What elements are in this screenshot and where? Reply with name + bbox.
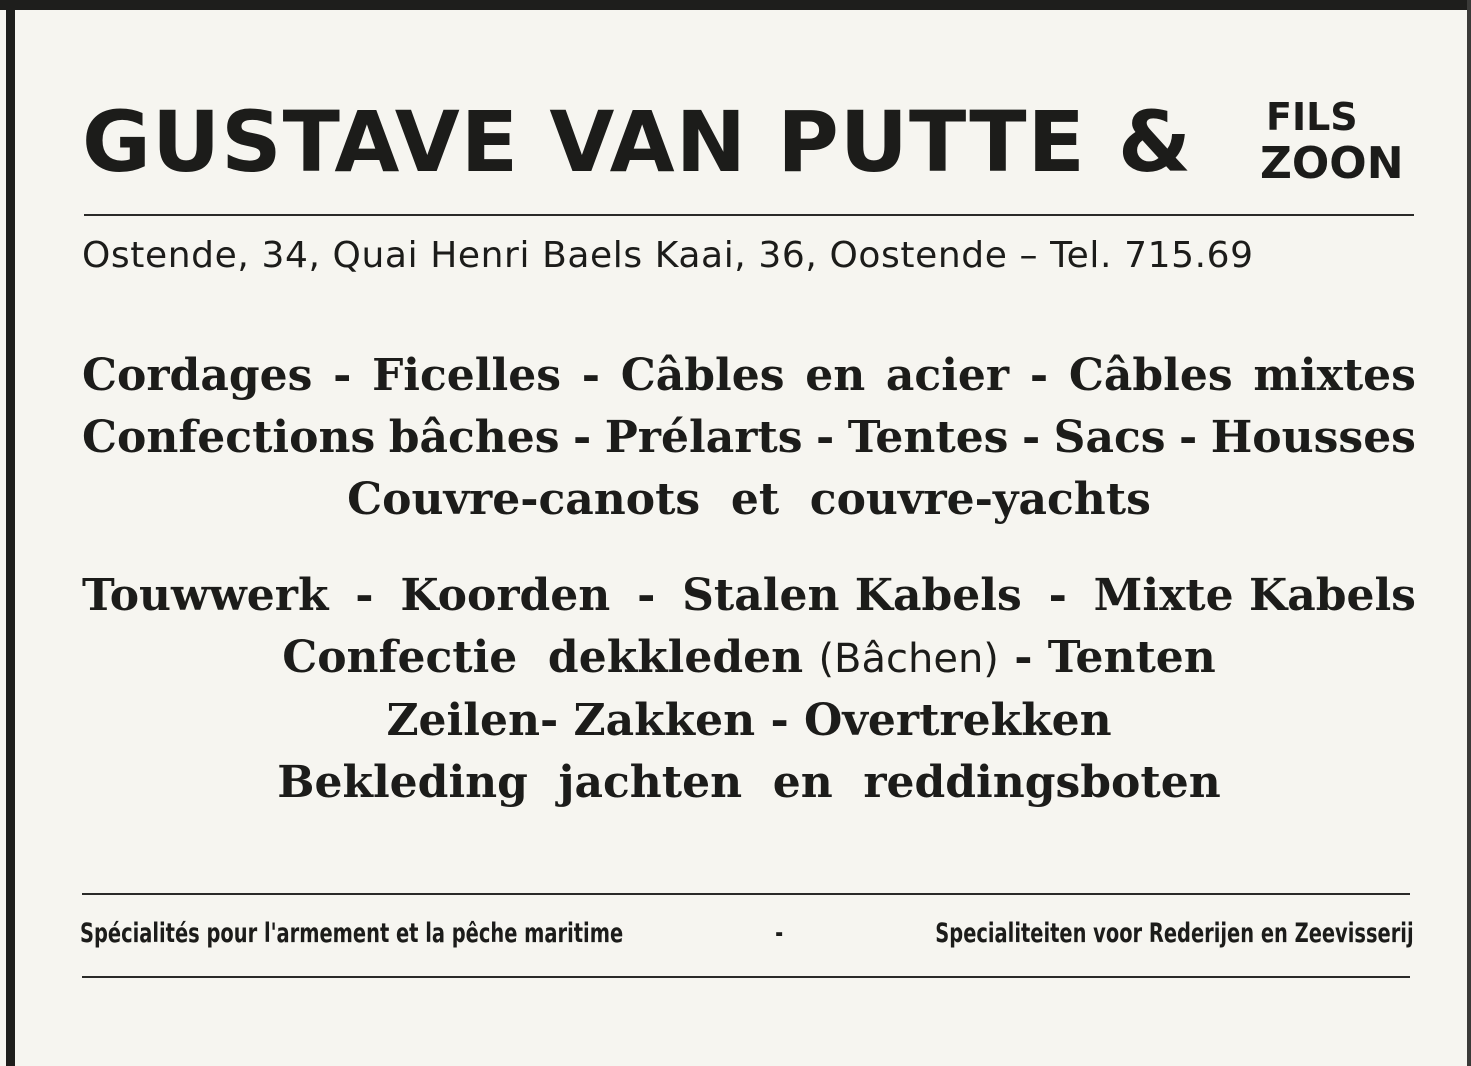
company-name (82, 92, 1192, 192)
header-rule (84, 214, 1414, 216)
border-left (6, 0, 15, 1066)
french-product-list (82, 345, 1416, 531)
list-item: Cordages (82, 350, 313, 401)
bachen-note: (Bâchen) (818, 636, 999, 682)
suffix-zoon: ZOON (1260, 138, 1404, 189)
separator: - (333, 350, 352, 401)
separator: - (815, 412, 835, 463)
list-item: - Tenten (998, 632, 1216, 683)
footer-separator: - (775, 918, 784, 949)
company-header (82, 92, 1416, 202)
list-item: bâches (388, 412, 560, 463)
company-suffix (1260, 95, 1404, 189)
separator: - (1179, 412, 1198, 463)
list-item: Touwwerk (82, 570, 329, 621)
list-item: Koorden (400, 570, 611, 621)
list-item: Tentes (847, 412, 1009, 463)
list-item: Mixte Kabels (1093, 570, 1416, 621)
french-line-1 (82, 345, 1416, 407)
border-top (0, 0, 1471, 10)
list-item: Stalen Kabels (682, 570, 1022, 621)
list-item: Prélarts (604, 412, 803, 463)
separator: - (1048, 570, 1067, 621)
specialties-french: Spécialités pour l'armement et la pêche maritime (80, 918, 624, 949)
list-item: acier (885, 350, 1010, 401)
list-item: Confectie dekkleden (282, 632, 819, 683)
list-item: Ficelles (372, 350, 561, 401)
separator: - (637, 570, 656, 621)
footer-rule-bottom (82, 976, 1410, 978)
dutch-line-2 (82, 627, 1416, 690)
separator: - (1021, 412, 1041, 463)
list-item: en (805, 350, 866, 401)
dutch-line-4: Bekleding jachten en reddingsboten (277, 757, 1221, 808)
list-item: mixtes (1253, 350, 1416, 401)
separator: - (572, 412, 592, 463)
list-item: Housses (1210, 412, 1416, 463)
list-item: Confections (82, 412, 376, 463)
dutch-product-list (82, 565, 1416, 814)
separator: - (1029, 350, 1049, 401)
address-line: Ostende, 34, Quai Henri Baels Kaai, 36, Oostende – Tel. 715.69 (82, 235, 1254, 276)
footer-rule-top (82, 893, 1410, 895)
dutch-line-3: Zeilen- Zakken - Overtrekken (386, 695, 1112, 746)
list-item: Sacs (1053, 412, 1166, 463)
specialties-dutch: Specialiteiten voor Rederijen en Zeevisserij (935, 918, 1414, 949)
company-name-text: GUSTAVE VAN PUTTE (82, 93, 1086, 191)
suffix-fils: FILS (1266, 95, 1358, 139)
french-line-2 (82, 407, 1416, 469)
specialties-footer (80, 906, 1414, 962)
dutch-line-1 (82, 565, 1416, 627)
french-line-3: Couvre-canots et couvre-yachts (347, 474, 1151, 525)
border-right (1467, 0, 1471, 1066)
separator: - (581, 350, 600, 401)
ampersand: & (1117, 93, 1193, 191)
list-item: Câbles (620, 350, 785, 401)
separator: - (355, 570, 374, 621)
list-item: Câbles (1068, 350, 1233, 401)
